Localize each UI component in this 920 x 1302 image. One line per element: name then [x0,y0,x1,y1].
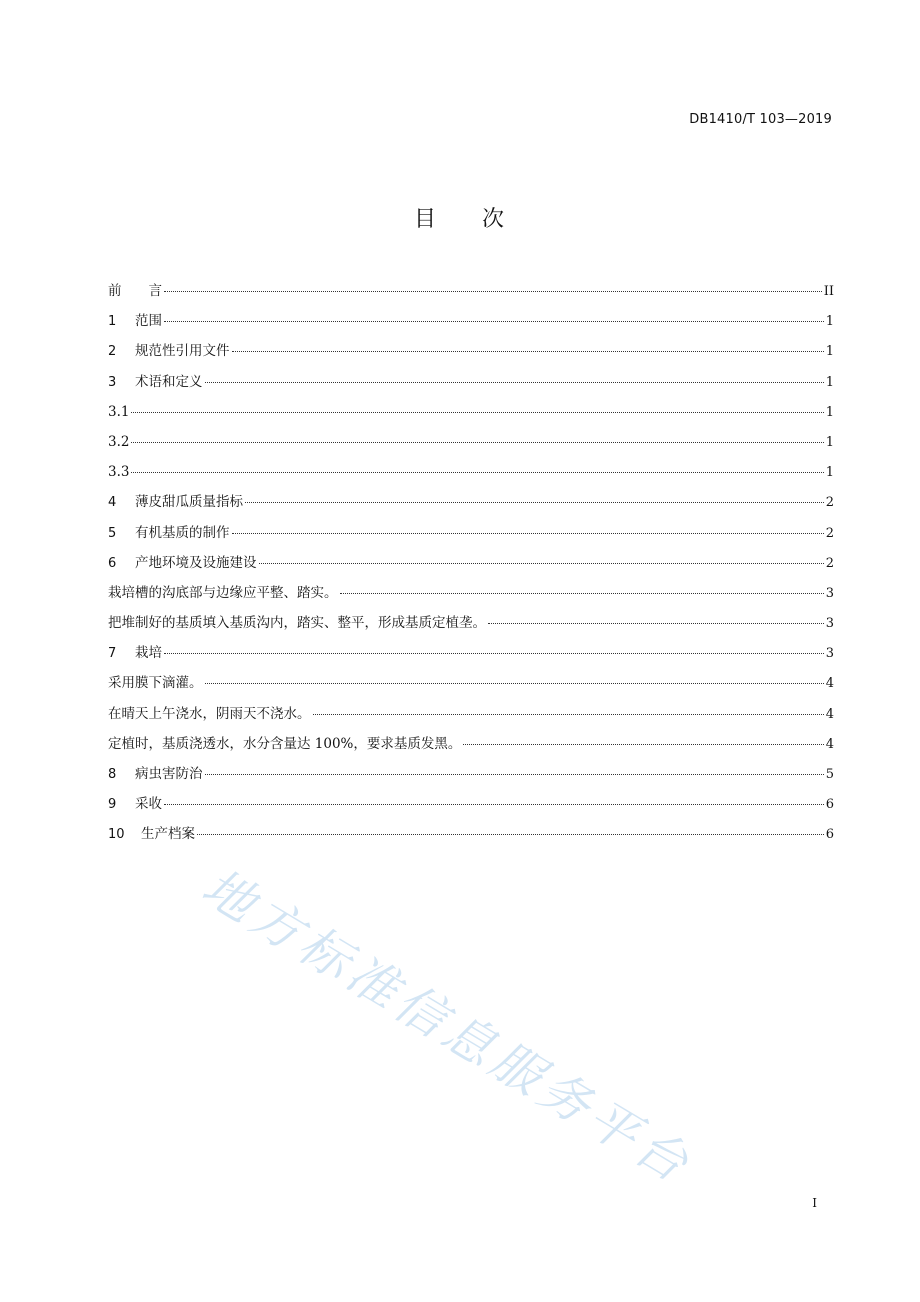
toc-entry-3-3[interactable] [108,457,834,487]
toc-leader-dots [131,471,823,473]
toc-leader-dots [205,773,824,775]
toc-entry-number: 5 [108,525,117,541]
toc-leader-dots [164,652,824,654]
toc-leader-dots [164,803,824,805]
toc-entry-7-c[interactable] [108,729,834,759]
toc-list [108,276,834,850]
toc-entry-page: 2 [825,495,834,511]
toc-entry-label: 规范性引用文件 [135,343,230,360]
toc-entry-label: 采收 [135,796,162,813]
toc-entry-page: 4 [825,736,834,752]
toc-entry-label: 栽培槽的沟底部与边缘应平整、踏实。 [108,584,338,601]
toc-entry-6[interactable] [108,548,834,578]
toc-entry-page: 6 [825,827,834,843]
toc-entry-label: 定植时，基质浇透水，水分含量达 100%，要求基质发黑。 [108,735,462,752]
toc-leader-dots [313,713,824,715]
watermark: 地方标准信息服务平台 [192,857,703,1196]
toc-entry-label: 产地环境及设施建设 [135,554,257,571]
toc-entry-number: 3 [108,374,117,390]
toc-entry-page: II [823,284,834,299]
toc-leader-dots [131,441,823,443]
toc-leader-dots [245,501,824,503]
toc-entry-page: 3 [825,646,834,662]
toc-entry-page: 2 [825,525,834,541]
toc-entry-7-b[interactable] [108,699,834,729]
toc-entry-label: 范围 [135,313,162,330]
toc-entry-foreword[interactable] [108,276,834,306]
toc-entry-page: 1 [825,434,834,450]
toc-entry-1[interactable] [108,306,834,336]
toc-entry-page: 3 [825,585,834,601]
toc-entry-label: 术语和定义 [135,373,203,390]
toc-entry-10[interactable] [108,819,834,849]
toc-leader-dots [205,381,824,383]
toc-entry-number: 2 [108,344,117,360]
toc-entry-number: 10 [108,827,125,843]
toc-leader-dots [197,833,824,835]
toc-entry-3-2[interactable] [108,427,834,457]
toc-title-left: 目 [413,207,438,232]
toc-entry-page: 1 [825,404,834,420]
toc-entry-page: 6 [825,797,834,813]
toc-entry-page: 2 [825,555,834,571]
toc-entry-label: 3.3 [108,464,130,481]
toc-entry-7-a[interactable] [108,668,834,698]
toc-entry-7[interactable] [108,638,834,668]
toc-entry-number: 8 [108,767,117,782]
toc-entry-5[interactable] [108,518,834,548]
toc-entry-label: 把堆制好的基质填入基质沟内，踏实、整平，形成基质定植垄。 [108,615,486,632]
toc-entry-9[interactable] [108,789,834,819]
toc-entry-2[interactable] [108,336,834,366]
toc-leader-dots [205,682,824,684]
toc-leader-dots [463,743,823,745]
toc-entry-label: 在晴天上午浇水，阴雨天不浇水。 [108,705,311,722]
toc-entry-3[interactable] [108,367,834,397]
toc-leader-dots [164,290,822,292]
toc-entry-page: 3 [825,616,834,632]
toc-entry-label: 有机基质的制作 [135,524,230,541]
toc-entry-page: 1 [825,344,834,360]
toc-entry-6-b[interactable] [108,608,834,638]
toc-entry-4[interactable] [108,487,834,517]
toc-entry-number: 6 [108,555,117,571]
toc-entry-label: 3.2 [108,433,130,450]
toc-entry-number: 1 [108,314,117,330]
toc-entry-label: 采用膜下滴灌。 [108,675,203,692]
toc-leader-dots [340,592,824,594]
toc-entry-label: 栽培 [135,645,162,662]
toc-entry-number: 4 [108,495,117,511]
toc-entry-3-1[interactable] [108,397,834,427]
toc-entry-page: 1 [825,314,834,330]
toc-leader-dots [232,350,824,352]
toc-title [0,202,920,233]
toc-entry-page: 4 [825,706,834,722]
toc-entry-label: 病虫害防治 [135,766,203,782]
toc-entry-page: 5 [825,767,834,782]
toc-leader-dots [164,320,824,322]
toc-entry-number: 7 [108,646,117,662]
toc-leader-dots [232,532,824,534]
toc-leader-dots [131,411,823,413]
page-number: I [812,1196,817,1210]
document-code: DB1410/T 103—2019 [689,112,832,127]
toc-entry-page: 1 [825,465,834,481]
toc-title-right: 次 [482,207,507,232]
toc-entry-6-a[interactable] [108,578,834,608]
toc-entry-label: 前 言 [108,283,162,299]
toc-entry-number: 9 [108,797,117,813]
toc-entry-label: 生产档案 [141,826,195,843]
toc-entry-page: 4 [825,676,834,692]
toc-leader-dots [259,562,824,564]
toc-entry-label: 薄皮甜瓜质量指标 [135,494,243,511]
toc-entry-page: 1 [825,374,834,390]
toc-leader-dots [488,622,824,624]
toc-entry-label: 3.1 [108,403,130,420]
toc-entry-8[interactable] [108,759,834,789]
